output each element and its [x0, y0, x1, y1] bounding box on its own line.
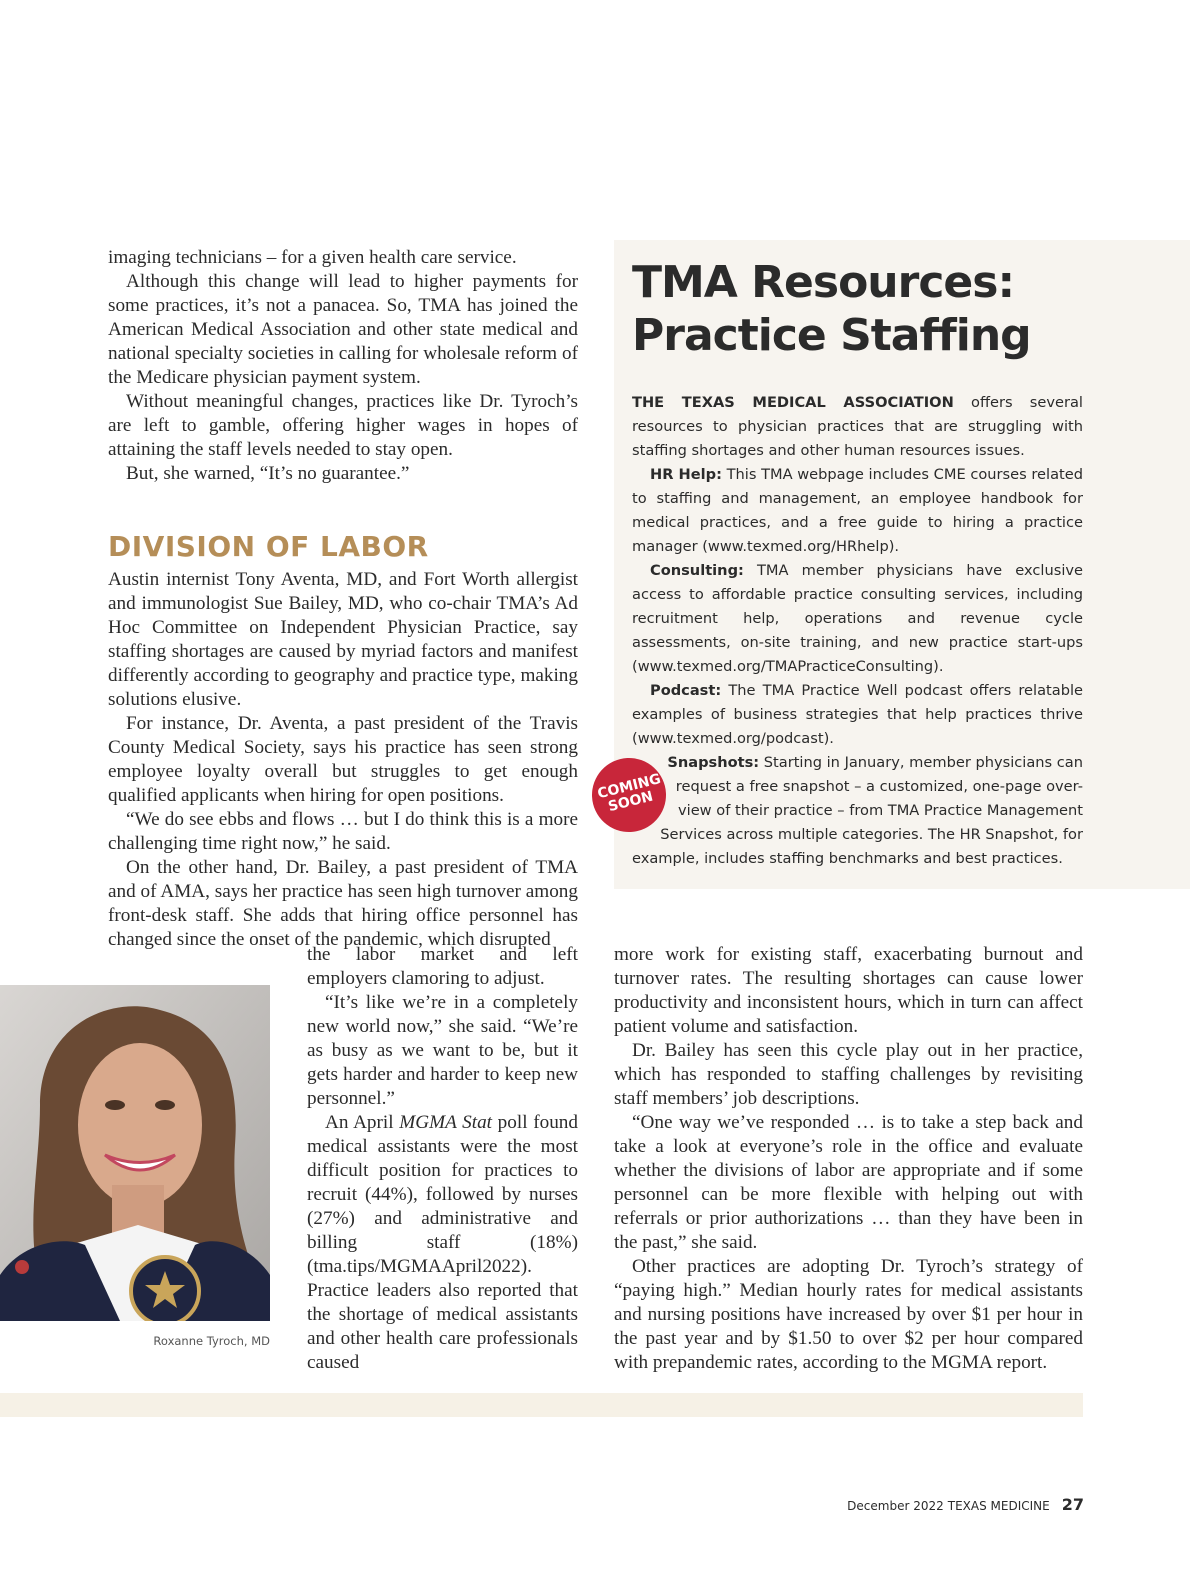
mgma-pre: An April [325, 1112, 400, 1133]
snapshot-line: Services across multiple categories. The HR Snapshot, for [660, 826, 1083, 843]
lead-text: offers several resources to physician practices that are struggling with staffing shortages and other human resources issues. [632, 394, 1083, 459]
paragraph: Other practices are adopting Dr. Tyroch’s strategy of “paying high.” Median hourly rates for medical assistants and nursing positions have increased by over $1 per hour in the past year and by $1.50 to over $2 per hour compared with prepandemic rates, according to the MGMA report. [614, 1256, 1083, 1373]
badge-text: COMING SOON [596, 771, 663, 816]
paragraph: more work for existing staff, exacerbating burnout and turnover rates. The resulting shortages can cause lower productivity and inconsistent hours, which in turn can affect patient volume and satisfaction. [614, 944, 1083, 1037]
snapshot-line: view of their practice – from TMA Practice Management [678, 802, 1083, 819]
sidebar-title: TMA Resources: Practice Staffing [632, 257, 1031, 361]
paragraph: Dr. Bailey has seen this cycle play out in her practice, which has responded to staffing challenges by revisiting staff members’ job descriptions. [614, 1040, 1083, 1109]
lead-caps: THE TEXAS MEDICAL ASSOCIATION [632, 394, 954, 411]
item-text: The TMA Practice Well podcast offers relatable examples of business strategies that help practices thrive (www.texmed.org/podcast). [632, 682, 1083, 747]
paragraph: the labor market and left employers clamoring to adjust. [307, 944, 578, 989]
narrow-column [307, 943, 578, 1375]
item-text: This TMA webpage includes CME courses related to staffing and management, an employee handbook for medical practices, and a free guide to hiring a practice manager (www.texmed.org/HRhelp). [632, 466, 1083, 555]
paragraph: Although this change will lead to higher payments for some practices, it’s not a panacea. So, TMA has joined the American Medical Association and other state medical and national specialty societies in calling for wholesale reform of the Medicare physician payment system. [108, 271, 578, 388]
paragraph: But, she warned, “It’s no guarantee.” [126, 463, 410, 484]
item-label: HR Help: [650, 466, 722, 483]
item-label: Snapshots: [667, 754, 760, 771]
left-column [108, 246, 578, 952]
mgma-title: MGMA Stat [399, 1112, 492, 1133]
photo-caption: Roxanne Tyroch, MD [153, 1334, 270, 1348]
sidebar-item-podcast [632, 679, 1083, 751]
paragraph: On the other hand, Dr. Bailey, a past president of TMA and of AMA, says her practice has seen high turnover among front-desk staff. She adds that hiring office personnel has changed since the onset of the pandemic, which disrupted [108, 857, 578, 950]
portrait-photo [0, 985, 270, 1321]
paragraph [307, 1111, 578, 1375]
paragraph: “We do see ebbs and flows … but I do think this is a more challenging time right now,” he said. [108, 809, 578, 854]
decorative-band [0, 1393, 1083, 1417]
footer-date: December 2022 [847, 1499, 944, 1513]
right-column [614, 943, 1083, 1375]
footer-publication: TEXAS MEDICINE [947, 1499, 1050, 1513]
sidebar-body [632, 391, 1083, 871]
sidebar-item-hr-help [632, 463, 1083, 559]
item-label: Consulting: [650, 562, 744, 579]
section-heading: DIVISION OF LABOR [108, 530, 429, 563]
portrait-illustration [0, 985, 270, 1321]
snapshot-line: example, includes staffing benchmarks and best practices. [632, 850, 1063, 867]
item-text: TMA member physicians have exclusive access to affordable practice consulting services, including recruitment help, operations and revenue cycle assessments, on-site training, and new practice start-ups (www.texmed.org/TMAPracticeConsulting). [632, 562, 1083, 675]
snapshot-text: Starting in January, member physicians can [759, 754, 1083, 771]
paragraph: Without meaningful changes, practices like Dr. Tyroch’s are left to gamble, offering higher wages in hopes of attaining the staff levels needed to stay open. [108, 391, 578, 460]
item-label: Podcast: [650, 682, 722, 699]
page-number: 27 [1061, 1495, 1084, 1514]
paragraph: imaging technicians – for a given health care service. [108, 247, 517, 268]
resources-sidebar [614, 240, 1190, 889]
paragraph: For instance, Dr. Aventa, a past president of the Travis County Medical Society, says his practice has seen strong employee loyalty overall but struggles to get enough qualified applicants when hiring for open positions. [108, 713, 578, 806]
sidebar-item-consulting [632, 559, 1083, 679]
paragraph: Austin internist Tony Aventa, MD, and Fort Worth allergist and immunologist Sue Bailey, MD, who co-chair TMA’s Ad Hoc Committee on Independent Physician Practice, say staffing shortages are caused by myriad factors and manifest differently according to geography and practice type, making solutions elusive. [108, 569, 578, 710]
sidebar-lead [632, 391, 1083, 463]
sidebar-item-snapshots [632, 751, 1083, 871]
paragraph: “One way we’ve responded … is to take a step back and take a look at everyone’s role in the office and evaluate whether the divisions of labor are appropriate and if some personnel can be more flexible with helping out with referrals or prior authorizations … than they have been in the past,” she said. [614, 1112, 1083, 1253]
mgma-rest: medical assistants were the most difficult position for practices to recruit (44%), followed by nurses (27%) and administrative and billing staff (18%) (tma.tips/MGMAApril2022). Practice leaders also reported that the shortage of medical assistants and other health care professionals caused [307, 1136, 578, 1373]
paragraph: “It’s like we’re in a completely new world now,” she said. “We’re as busy as we want to be, but it gets harder and harder to keep new personnel.” [307, 992, 578, 1109]
page-footer [847, 1495, 1084, 1514]
mgma-post: poll found [492, 1112, 578, 1133]
snapshot-line: request a free snapshot – a customized, one-page over- [675, 778, 1083, 795]
snapshot-line [632, 751, 1083, 775]
